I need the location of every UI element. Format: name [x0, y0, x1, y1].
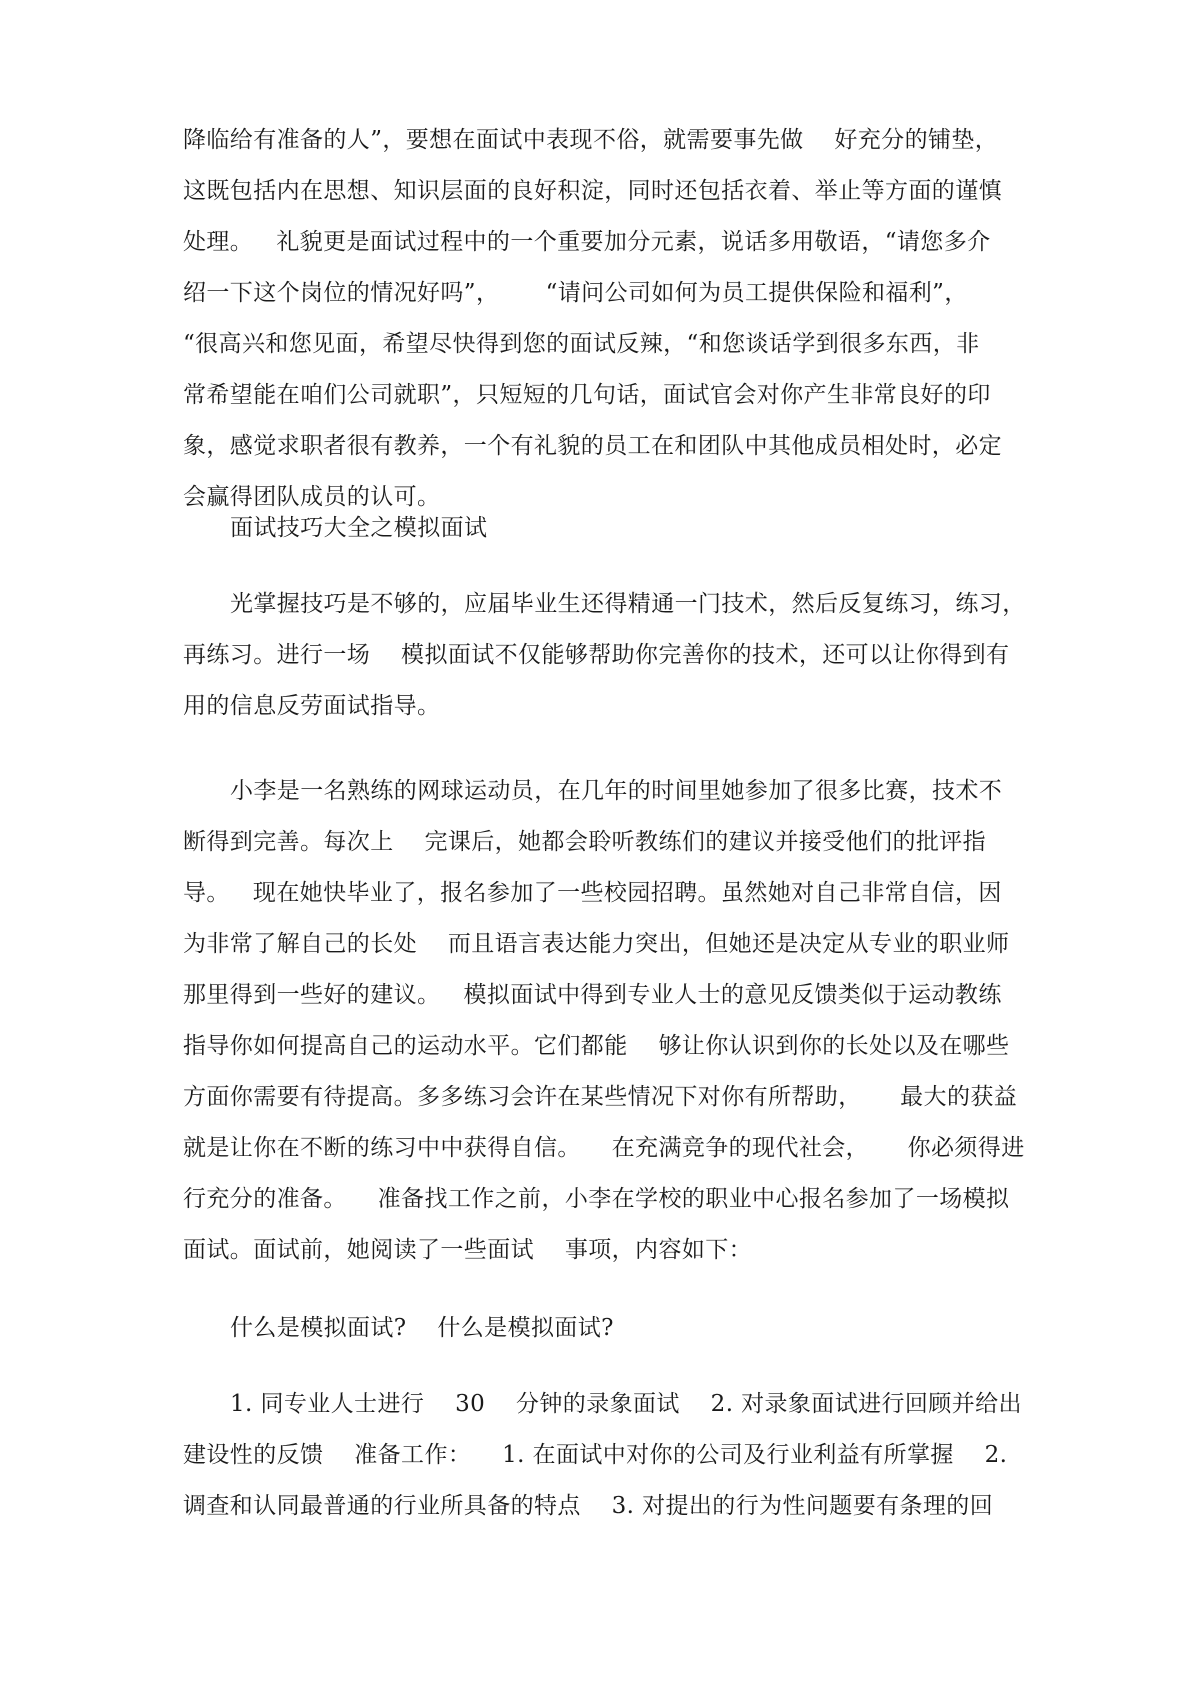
paragraph-steps [183, 1379, 1043, 1532]
paragraph-practice [183, 579, 1043, 732]
text-line: 绍一下这个岗位的情况好吗”， “请问公司如何为员工提供保险和福利”， [183, 280, 968, 306]
text-line: 为非常了解自己的长处 而且语言表达能力突出，但她还是决定从专业的职业师 [183, 931, 1010, 957]
text-line: 小李是一名熟练的网球运动员，在几年的时间里她参加了很多比赛，技术不 [230, 778, 1003, 804]
paragraph-etiquette [183, 115, 1043, 523]
text-line: “很高兴和您见面，希望尽快得到您的面试反辣，“和您谈话学到很多东西，非 [183, 331, 980, 357]
text-line: 处理。 礼貌更是面试过程中的一个重要加分元素，说话多用敬语，“请您多介 [183, 229, 991, 255]
text-line: 方面你需要有待提高。多多练习会许在某些情况下对你有所帮助， 最大的获益 [183, 1084, 1018, 1110]
text-line: 1. 同专业人士进行 30 分钟的录象面试 2. 对录象面试进行回顾并给出 [230, 1391, 1022, 1417]
text-line: 指导你如何提高自己的运动水平。它们都能 够让你认识到你的长处以及在哪些 [183, 1033, 1010, 1059]
section-heading-text: 面试技巧大全之模拟面试 [230, 515, 488, 541]
text-line: 光掌握技巧是不够的，应届毕业生还得精通一门技术，然后反复练习，练习， [230, 591, 1026, 617]
text-line: 降临给有准备的人”，要想在面试中表现不俗，就需要事先做 好充分的铺垫， [183, 127, 999, 153]
text-line: 用的信息反劳面试指导。 [183, 693, 441, 719]
text-line: 调查和认同最普通的行业所具备的特点 3. 对提出的行为性问题要有条理的回 [183, 1493, 994, 1519]
text-line: 那里得到一些好的建议。 模拟面试中得到专业人士的意见反馈类似于运动教练 [183, 982, 1002, 1008]
text-line: 会赢得团队成员的认可。 [183, 484, 441, 510]
paragraph-question [183, 1303, 1043, 1354]
section-heading [183, 503, 1043, 554]
paragraph-xiaoli-story [183, 766, 1043, 1276]
text-line: 行充分的准备。 准备找工作之前，小李在学校的职业中心报名参加了一场模拟 [183, 1186, 1010, 1212]
text-line: 建设性的反馈 准备工作： 1. 在面试中对你的公司及行业利益有所掌握 2. [183, 1442, 1008, 1468]
text-line: 再练习。进行一场 模拟面试不仅能够帮助你完善你的技术，还可以让你得到有 [183, 642, 1010, 668]
text-line: 导。 现在她快毕业了，报名参加了一些校园招聘。虽然她对自己非常自信，因 [183, 880, 1002, 906]
text-line: 什么是模拟面试? 什么是模拟面试? [230, 1315, 614, 1341]
text-line: 这既包括内在思想、知识层面的良好积淀，同时还包括衣着、举止等方面的谨慎 [183, 178, 1002, 204]
text-line: 就是让你在不断的练习中中获得自信。 在充满竞争的现代社会， 你必须得进 [183, 1135, 1025, 1161]
text-line: 常希望能在咱们公司就职”，只短短的几句话，面试官会对你产生非常良好的印 [183, 382, 991, 408]
text-line: 象，感觉求职者很有教养，一个有礼貌的员工在和团队中其他成员相处时，必定 [183, 433, 1002, 459]
text-line: 断得到完善。每次上 完课后，她都会聆听教练们的建议并接受他们的批评指 [183, 829, 987, 855]
text-line: 面试。面试前，她阅读了一些面试 事项，内容如下： [183, 1237, 753, 1263]
